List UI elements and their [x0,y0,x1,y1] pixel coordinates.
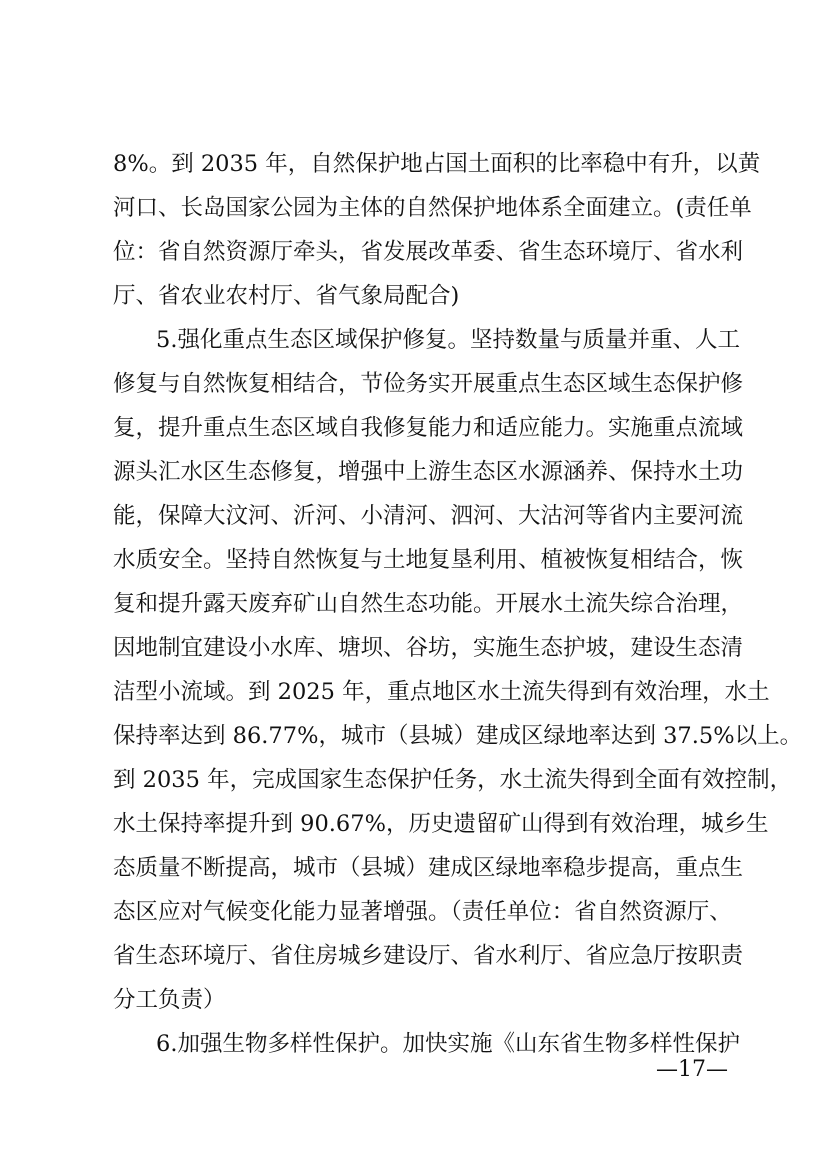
text-line: 省生态环境厅、省住房城乡建设厅、省水利厅、省应急厅按职责 [113,943,744,969]
section-heading-line: 5.强化重点生态区域保护修复。坚持数量与质量并重、人工 [156,327,740,353]
text-line: 修复与自然恢复相结合，节俭务实开展重点生态区域生态保护修 [113,371,744,397]
text-line: 复，提升重点生态区域自我修复能力和适应能力。实施重点流域 [113,415,744,441]
page-number: —17— [656,1057,728,1082]
text-line: 厅、省农业农村厅、省气象局配合) [113,283,460,309]
text-line: 能，保障大汶河、沂河、小清河、泗河、大沽河等省内主要河流 [113,503,744,529]
text-line: 水质安全。坚持自然恢复与土地复垦利用、植被恢复相结合，恢 [113,547,744,573]
text-line: 复和提升露天废弃矿山自然生态功能。开展水土流失综合治理， [113,591,744,617]
text-line: 保持率达到 86.77%，城市（县城）建成区绿地率达到 37.5%以上。 [113,723,803,749]
text-line: 洁型小流域。到 2025 年，重点地区水土流失得到有效治理，水土 [113,679,770,705]
text-line: 8%。到 2035 年，自然保护地占国土面积的比率稳中有升，以黄 [113,151,761,177]
section-heading-line: 6.加强生物多样性保护。加快实施《山东省生物多样性保护 [156,1031,740,1057]
text-line: 河口、长岛国家公园为主体的自然保护地体系全面建立。(责任单 [113,195,752,221]
text-line: 源头汇水区生态修复，增强中上游生态区水源涵养、保持水土功 [113,459,744,485]
text-line: 态区应对气候变化能力显著增强。（责任单位：省自然资源厅、 [113,899,732,925]
text-line: 分工负责） [113,987,226,1013]
text-line: 态质量不断提高，城市（县城）建成区绿地率稳步提高，重点生 [113,855,744,881]
text-line: 水土保持率提升到 90.67%，历史遗留矿山得到有效治理，城乡生 [113,811,769,837]
text-line: 位：省自然资源厅牵头，省发展改革委、省生态环境厅、省水利 [113,239,744,265]
text-line: 因地制宜建设小水库、塘坝、谷坊，实施生态护坡，建设生态清 [113,635,744,661]
text-line: 到 2035 年，完成国家生态保护任务，水土流失得到全面有效控制， [113,767,793,793]
